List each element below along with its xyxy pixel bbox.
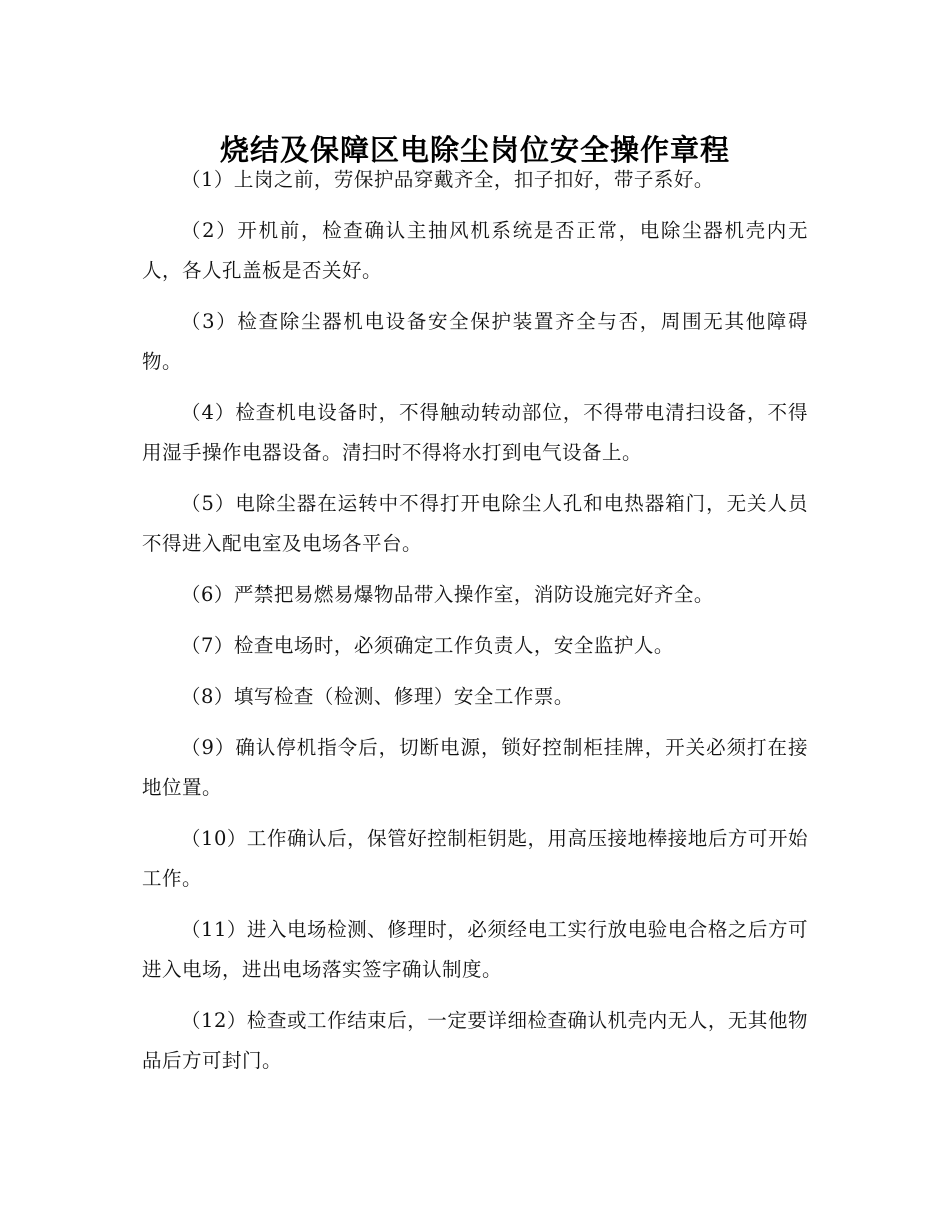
paragraph-6: （6）严禁把易燃易爆物品带入操作室，消防设施完好齐全。 [181, 583, 714, 606]
paragraph-7: （7）检查电场时，必须确定工作负责人，安全监护人。 [181, 634, 674, 657]
document-body [142, 160, 808, 1092]
paragraph-1: （1）上岗之前，劳保护品穿戴齐全，扣子扣好，带子系好。 [181, 168, 714, 191]
paragraph-10: （10）工作确认后，保管好控制柜钥匙，用高压接地棒接地后方可开始工作。 [142, 827, 808, 890]
paragraph-2: （2）开机前，检查确认主抽风机系统是否正常，电除尘器机壳内无人，各人孔盖板是否关好。 [142, 219, 808, 282]
paragraph-4: （4）检查机电设备时，不得触动转动部位，不得带电清扫设备，不得用湿手操作电器设备。清扫时不得将水打到电气设备上。 [142, 401, 808, 464]
paragraph-12: （12）检查或工作结束后，一定要详细检查确认机壳内无人，无其他物品后方可封门。 [142, 1009, 808, 1072]
paragraph-9: （9）确认停机指令后，切断电源，锁好控制柜挂牌，开关必须打在接地位置。 [142, 736, 808, 799]
paragraph-3: （3）检查除尘器机电设备安全保护装置齐全与否，周围无其他障碍物。 [142, 310, 808, 373]
paragraph-5: （5）电除尘器在运转中不得打开电除尘人孔和电热器箱门，无关人员不得进入配电室及电场各平台。 [142, 492, 808, 555]
paragraph-8: （8）填写检查（检测、修理）安全工作票。 [181, 685, 574, 708]
paragraph-11: （11）进入电场检测、修理时，必须经电工实行放电验电合格之后方可进入电场，进出电场落实签字确认制度。 [142, 918, 808, 981]
document-title: 烧结及保障区电除尘岗位安全操作章程 [219, 133, 730, 168]
